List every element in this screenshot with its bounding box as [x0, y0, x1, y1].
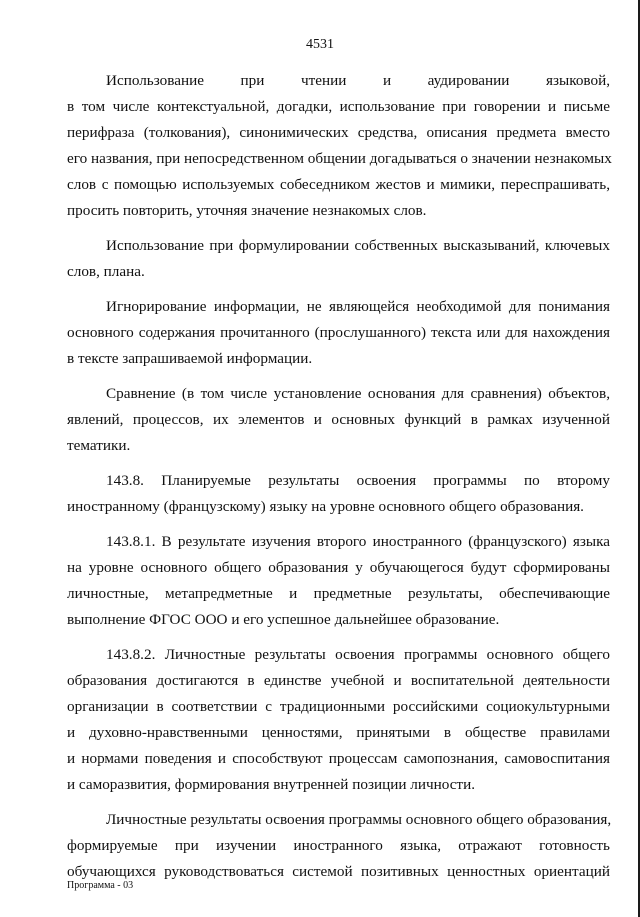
text-line: явлений, процессов, их элементов и основных функций в рамках изученной — [67, 411, 610, 428]
text-line: на уровне основного общего образования у обучающегося будут сформированы — [67, 559, 610, 576]
text-line: формируемые при изучении иностранного языка, отражают готовность — [67, 837, 610, 854]
text-line: обучающихся руководствоваться системой позитивных ценностных ориентаций — [67, 863, 610, 880]
text-line: и саморазвития, формирования внутренней позиции личности. — [67, 776, 475, 793]
page-number: 4531 — [306, 37, 334, 52]
paragraph — [67, 468, 610, 520]
text-line: 143.8. Планируемые результаты освоения программы по второму — [106, 472, 610, 489]
text-line: выполнение ФГОС ООО и его успешное дальнейшее образование. — [67, 611, 500, 628]
text-line: слов с помощью используемых собеседником жестов и мимики, переспрашивать, — [67, 176, 610, 193]
text-line: и нормами поведения и способствуют процессам самопознания, самовоспитания — [67, 750, 610, 767]
text-line: 143.8.2. Личностные результаты освоения программы основного общего — [106, 646, 610, 663]
text-line: перифраза (толкования), синонимических средства, описания предмета вместо — [67, 124, 610, 141]
text-line: иностранному (французскому) языку на уровне основного общего образования. — [67, 498, 584, 515]
paragraph — [67, 642, 610, 798]
paragraph — [67, 233, 610, 285]
body-text — [67, 68, 610, 894]
paragraph — [67, 68, 610, 224]
text-line: Сравнение (в том числе установление основания для сравнения) объектов, — [106, 385, 610, 402]
text-line: тематики. — [67, 437, 131, 454]
text-line: Игнорирование информации, не являющейся необходимой для понимания — [106, 298, 610, 315]
text-line: его названия, при непосредственном общении догадываться о значении незнакомых — [67, 150, 612, 167]
text-line: слов, плана. — [67, 263, 145, 280]
text-line: и духовно-нравственными ценностями, принятыми в обществе правилами — [67, 724, 610, 741]
footer-label: Программа - 03 — [67, 880, 134, 891]
paragraph — [67, 529, 610, 633]
text-line: образования достигаются в единстве учебной и воспитательной деятельности — [67, 672, 610, 689]
paragraph — [67, 294, 610, 372]
text-line: 143.8.1. В результате изучения второго иностранного (французского) языка — [106, 533, 610, 550]
paragraph — [67, 807, 610, 885]
text-line: Использование при формулировании собственных высказываний, ключевых — [106, 237, 610, 254]
text-line: в том числе контекстуальной, догадки, использование при говорении и письме — [67, 98, 610, 115]
text-line: организации в соответствии с традиционными российскими социокультурными — [67, 698, 610, 715]
paragraph — [67, 381, 610, 459]
text-line: Использование при чтении и аудировании языковой, — [106, 72, 610, 89]
text-line: просить повторить, уточняя значение незнакомых слов. — [67, 202, 427, 219]
text-line: Личностные результаты освоения программы основного общего образования, — [106, 811, 612, 828]
text-line: основного содержания прочитанного (прослушанного) текста или для нахождения — [67, 324, 610, 341]
text-line: в тексте запрашиваемой информации. — [67, 350, 313, 367]
text-line: личностные, метапредметные и предметные результаты, обеспечивающие — [67, 585, 610, 602]
